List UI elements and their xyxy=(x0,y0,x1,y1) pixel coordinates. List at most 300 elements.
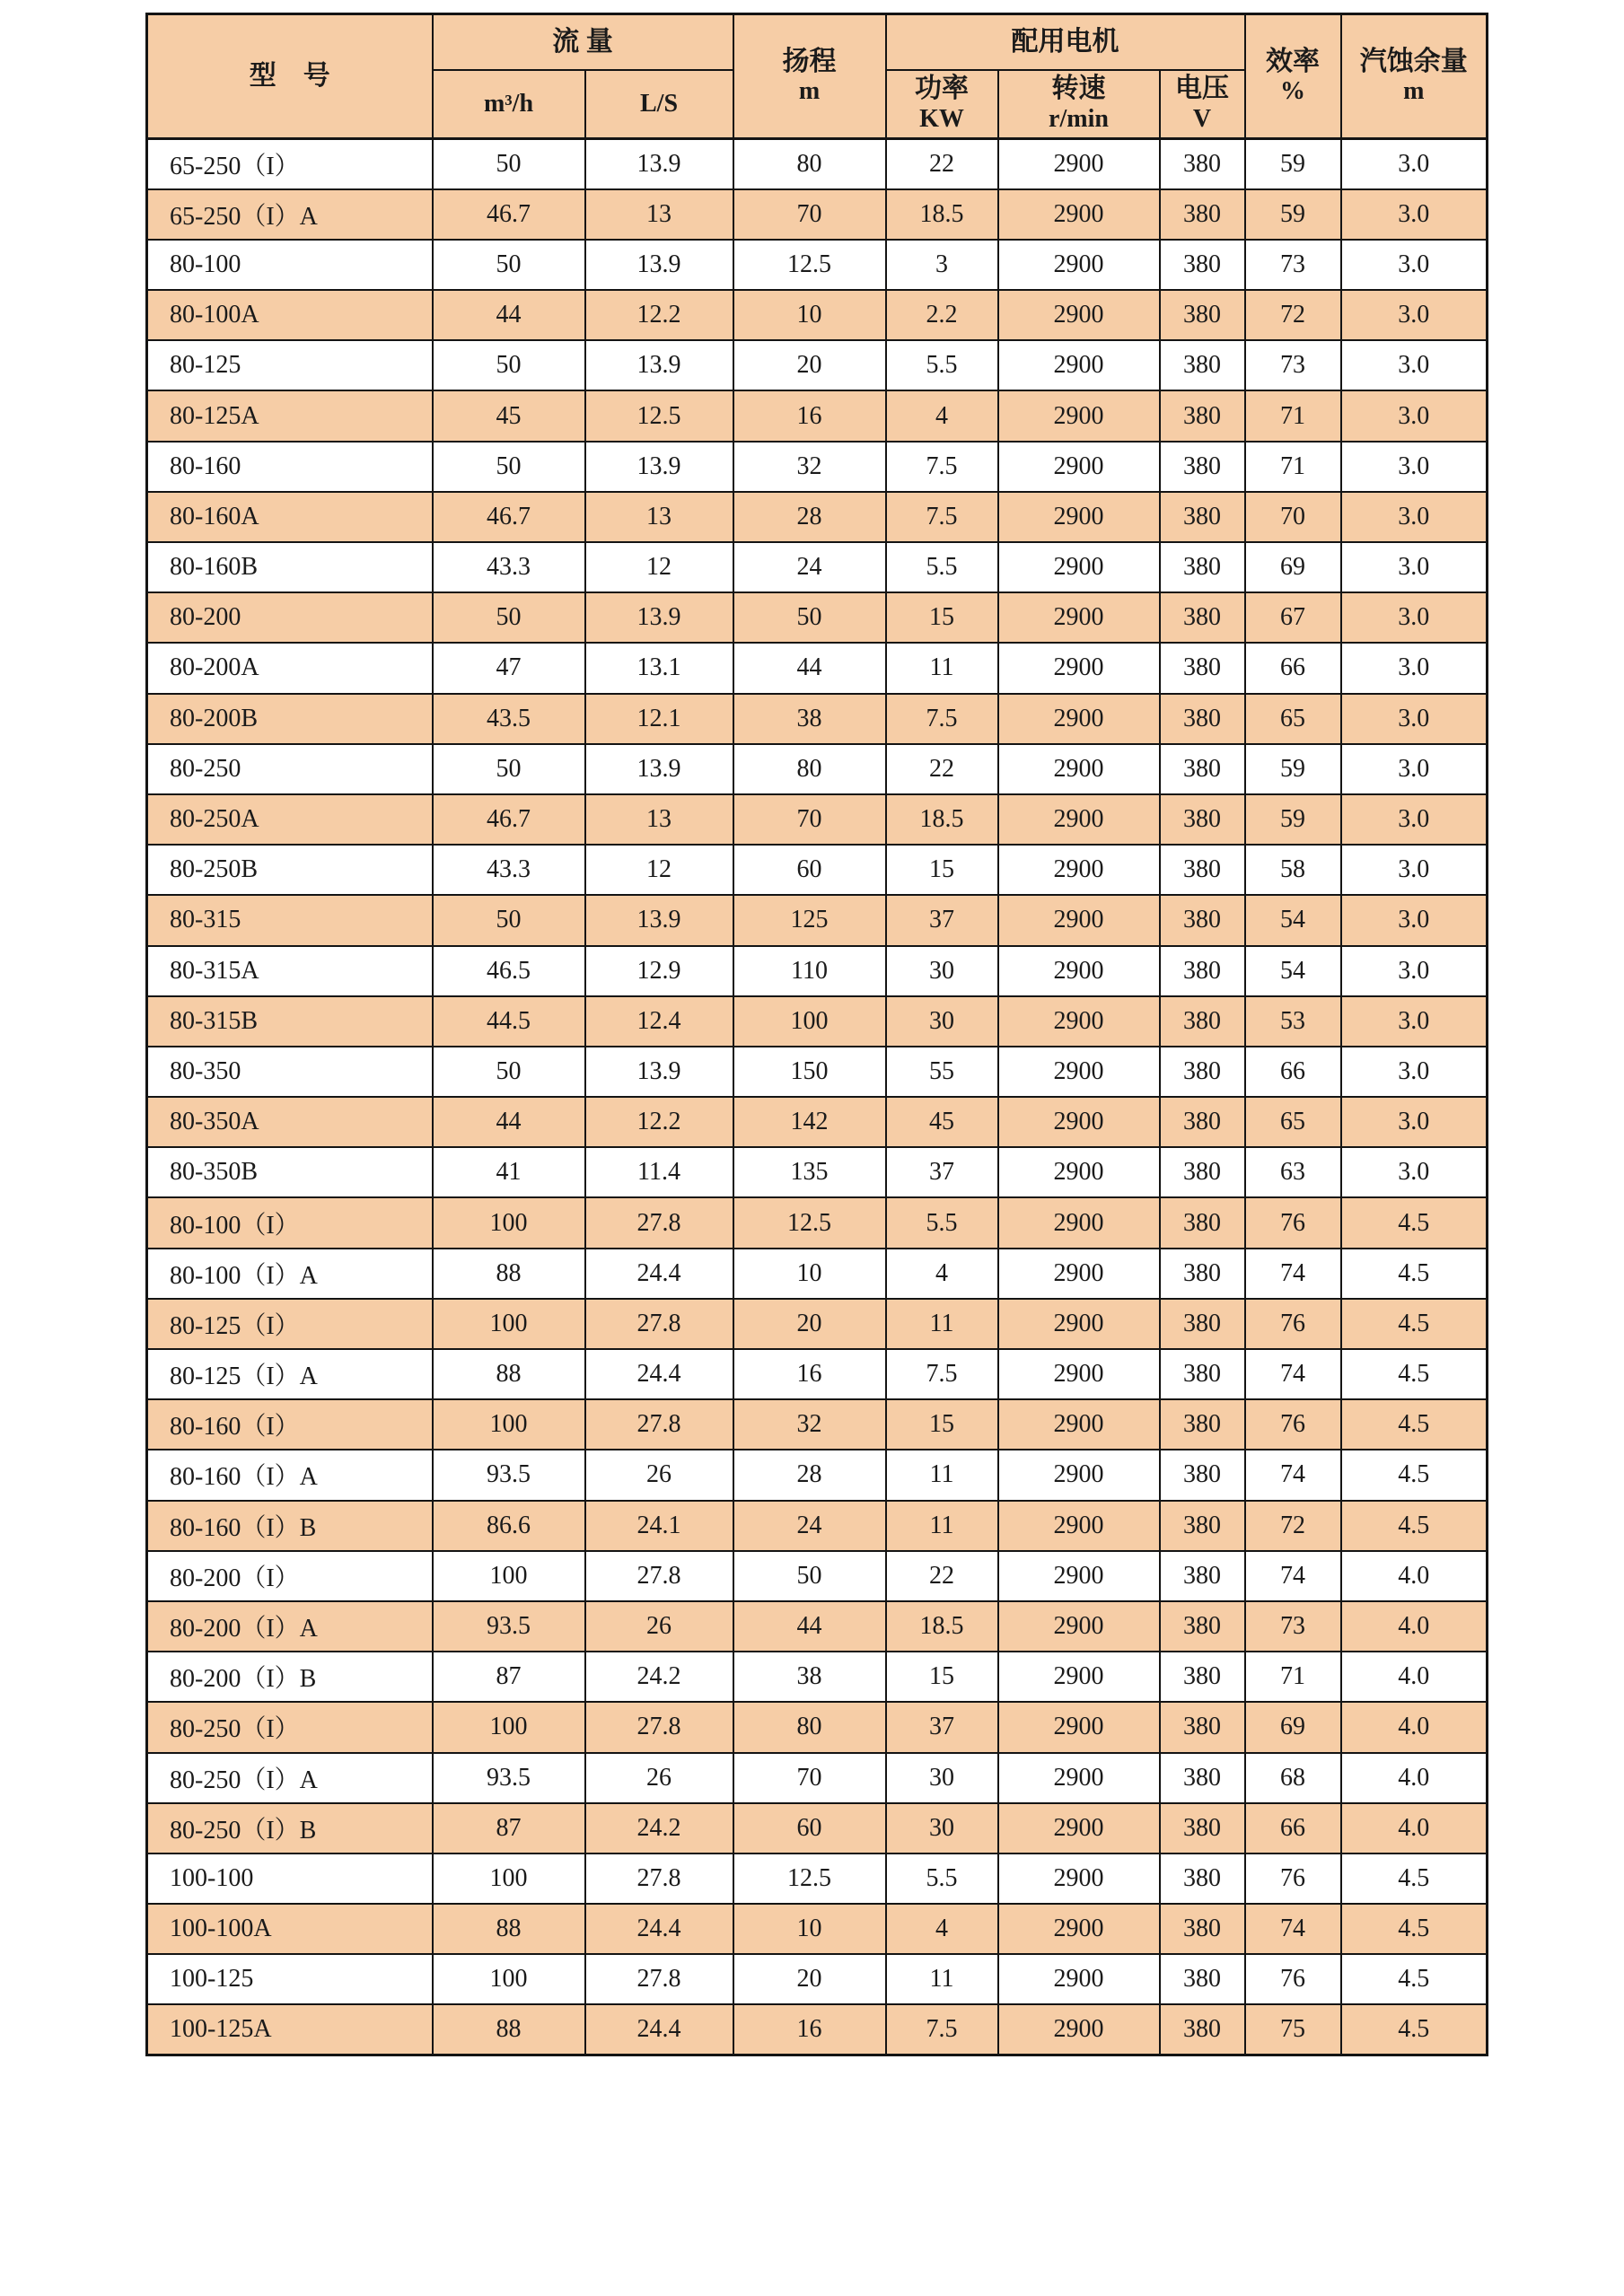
cell-power: 30 xyxy=(886,996,998,1047)
cell-voltage: 380 xyxy=(1160,1601,1245,1652)
cell-flow-m3h: 50 xyxy=(433,744,585,794)
cell-npsh: 3.0 xyxy=(1341,694,1488,744)
cell-voltage: 380 xyxy=(1160,1904,1245,1954)
table-row xyxy=(147,290,1488,340)
cell-speed: 2900 xyxy=(998,2004,1160,2055)
cell-efficiency: 65 xyxy=(1245,694,1341,744)
cell-efficiency: 70 xyxy=(1245,492,1341,542)
table-row xyxy=(147,390,1488,441)
cell-voltage: 380 xyxy=(1160,643,1245,693)
cell-voltage: 380 xyxy=(1160,996,1245,1047)
cell-flow-m3h: 93.5 xyxy=(433,1450,585,1500)
cell-power: 11 xyxy=(886,1450,998,1500)
cell-flow-m3h: 86.6 xyxy=(433,1501,585,1551)
cell-flow-m3h: 50 xyxy=(433,139,585,189)
cell-voltage: 380 xyxy=(1160,1299,1245,1349)
cell-speed: 2900 xyxy=(998,744,1160,794)
table-row xyxy=(147,694,1488,744)
cell-voltage: 380 xyxy=(1160,946,1245,996)
cell-efficiency: 76 xyxy=(1245,1197,1341,1248)
cell-npsh: 3.0 xyxy=(1341,340,1488,390)
cell-speed: 2900 xyxy=(998,340,1160,390)
cell-efficiency: 53 xyxy=(1245,996,1341,1047)
cell-npsh: 4.0 xyxy=(1341,1702,1488,1752)
cell-model: 80-250B xyxy=(147,845,433,895)
cell-flow-ls: 24.2 xyxy=(585,1803,733,1853)
table-row xyxy=(147,1097,1488,1147)
cell-flow-m3h: 43.3 xyxy=(433,845,585,895)
cell-power: 5.5 xyxy=(886,1853,998,1904)
cell-flow-m3h: 46.5 xyxy=(433,946,585,996)
cell-power: 15 xyxy=(886,592,998,643)
cell-voltage: 380 xyxy=(1160,189,1245,240)
cell-voltage: 380 xyxy=(1160,1702,1245,1752)
table-row xyxy=(147,1197,1488,1248)
cell-efficiency: 76 xyxy=(1245,1299,1341,1349)
table-row xyxy=(147,996,1488,1047)
cell-flow-m3h: 46.7 xyxy=(433,794,585,845)
cell-npsh: 4.5 xyxy=(1341,1349,1488,1399)
cell-speed: 2900 xyxy=(998,1652,1160,1702)
cell-voltage: 380 xyxy=(1160,390,1245,441)
cell-flow-m3h: 47 xyxy=(433,643,585,693)
cell-head: 150 xyxy=(733,1047,886,1097)
table-body xyxy=(147,139,1488,2055)
cell-efficiency: 74 xyxy=(1245,1551,1341,1601)
table-row xyxy=(147,1299,1488,1349)
cell-speed: 2900 xyxy=(998,1197,1160,1248)
cell-head: 28 xyxy=(733,492,886,542)
header-flow-m3h: m³/h xyxy=(433,70,585,139)
cell-head: 24 xyxy=(733,1501,886,1551)
table-row xyxy=(147,1349,1488,1399)
cell-flow-m3h: 100 xyxy=(433,1702,585,1752)
cell-head: 60 xyxy=(733,1803,886,1853)
cell-flow-m3h: 88 xyxy=(433,2004,585,2055)
table-row xyxy=(147,1047,1488,1097)
cell-npsh: 3.0 xyxy=(1341,1047,1488,1097)
cell-flow-m3h: 100 xyxy=(433,1853,585,1904)
cell-flow-m3h: 93.5 xyxy=(433,1753,585,1803)
cell-flow-m3h: 46.7 xyxy=(433,492,585,542)
cell-head: 135 xyxy=(733,1147,886,1197)
cell-speed: 2900 xyxy=(998,442,1160,492)
cell-efficiency: 71 xyxy=(1245,442,1341,492)
cell-speed: 2900 xyxy=(998,1954,1160,2004)
cell-head: 80 xyxy=(733,744,886,794)
cell-voltage: 380 xyxy=(1160,592,1245,643)
table-row xyxy=(147,845,1488,895)
cell-efficiency: 73 xyxy=(1245,240,1341,290)
cell-efficiency: 74 xyxy=(1245,1904,1341,1954)
cell-speed: 2900 xyxy=(998,794,1160,845)
header-voltage-cn: 电压 xyxy=(1175,74,1230,104)
header-voltage-unit: V xyxy=(1192,104,1212,133)
cell-npsh: 3.0 xyxy=(1341,240,1488,290)
cell-efficiency: 67 xyxy=(1245,592,1341,643)
header-speed-cn: 转速 xyxy=(1051,74,1106,104)
cell-npsh: 3.0 xyxy=(1341,139,1488,189)
table-row xyxy=(147,1954,1488,2004)
cell-model: 80-315 xyxy=(147,895,433,945)
cell-head: 44 xyxy=(733,1601,886,1652)
cell-flow-ls: 26 xyxy=(585,1753,733,1803)
cell-speed: 2900 xyxy=(998,290,1160,340)
cell-model: 80-160 xyxy=(147,442,433,492)
cell-flow-ls: 12.9 xyxy=(585,946,733,996)
table-row xyxy=(147,1753,1488,1803)
cell-power: 18.5 xyxy=(886,189,998,240)
cell-head: 44 xyxy=(733,643,886,693)
table-row xyxy=(147,189,1488,240)
cell-npsh: 3.0 xyxy=(1341,845,1488,895)
cell-flow-m3h: 87 xyxy=(433,1803,585,1853)
cell-efficiency: 66 xyxy=(1245,643,1341,693)
cell-model: 80-350A xyxy=(147,1097,433,1147)
cell-speed: 2900 xyxy=(998,1249,1160,1299)
cell-flow-ls: 27.8 xyxy=(585,1299,733,1349)
cell-npsh: 3.0 xyxy=(1341,542,1488,592)
cell-model: 80-125 xyxy=(147,340,433,390)
cell-voltage: 380 xyxy=(1160,1097,1245,1147)
cell-head: 16 xyxy=(733,390,886,441)
table-row xyxy=(147,442,1488,492)
table-row xyxy=(147,1147,1488,1197)
cell-head: 24 xyxy=(733,542,886,592)
cell-flow-m3h: 93.5 xyxy=(433,1601,585,1652)
cell-head: 32 xyxy=(733,442,886,492)
cell-npsh: 3.0 xyxy=(1341,794,1488,845)
cell-power: 4 xyxy=(886,390,998,441)
cell-model: 80-250（I）A xyxy=(147,1753,433,1803)
cell-flow-m3h: 50 xyxy=(433,1047,585,1097)
cell-efficiency: 59 xyxy=(1245,139,1341,189)
cell-flow-ls: 12.2 xyxy=(585,1097,733,1147)
cell-model: 80-125A xyxy=(147,390,433,441)
cell-flow-m3h: 44 xyxy=(433,1097,585,1147)
cell-efficiency: 63 xyxy=(1245,1147,1341,1197)
cell-voltage: 380 xyxy=(1160,694,1245,744)
cell-voltage: 380 xyxy=(1160,1853,1245,1904)
table-row xyxy=(147,1551,1488,1601)
header-head xyxy=(733,14,886,139)
cell-model: 100-100 xyxy=(147,1853,433,1904)
cell-head: 28 xyxy=(733,1450,886,1500)
cell-power: 4 xyxy=(886,1249,998,1299)
cell-flow-ls: 26 xyxy=(585,1601,733,1652)
cell-flow-m3h: 88 xyxy=(433,1349,585,1399)
cell-efficiency: 59 xyxy=(1245,794,1341,845)
cell-speed: 2900 xyxy=(998,1147,1160,1197)
cell-power: 7.5 xyxy=(886,2004,998,2055)
cell-npsh: 3.0 xyxy=(1341,643,1488,693)
cell-flow-ls: 24.4 xyxy=(585,2004,733,2055)
table-row xyxy=(147,1450,1488,1500)
cell-npsh: 4.5 xyxy=(1341,2004,1488,2055)
cell-npsh: 3.0 xyxy=(1341,946,1488,996)
cell-npsh: 3.0 xyxy=(1341,592,1488,643)
cell-flow-ls: 13.9 xyxy=(585,240,733,290)
cell-head: 20 xyxy=(733,1299,886,1349)
cell-speed: 2900 xyxy=(998,1047,1160,1097)
cell-voltage: 380 xyxy=(1160,1197,1245,1248)
cell-npsh: 4.0 xyxy=(1341,1652,1488,1702)
cell-npsh: 4.0 xyxy=(1341,1803,1488,1853)
table-row xyxy=(147,542,1488,592)
cell-speed: 2900 xyxy=(998,1904,1160,1954)
cell-speed: 2900 xyxy=(998,694,1160,744)
cell-model: 80-100（I）A xyxy=(147,1249,433,1299)
table-header xyxy=(147,14,1488,139)
cell-voltage: 380 xyxy=(1160,542,1245,592)
cell-voltage: 380 xyxy=(1160,1249,1245,1299)
cell-efficiency: 72 xyxy=(1245,1501,1341,1551)
cell-head: 110 xyxy=(733,946,886,996)
cell-flow-m3h: 50 xyxy=(433,240,585,290)
cell-flow-ls: 24.2 xyxy=(585,1652,733,1702)
cell-power: 7.5 xyxy=(886,1349,998,1399)
cell-voltage: 380 xyxy=(1160,1652,1245,1702)
cell-flow-m3h: 44.5 xyxy=(433,996,585,1047)
cell-model: 80-160（I）A xyxy=(147,1450,433,1500)
cell-head: 16 xyxy=(733,2004,886,2055)
cell-flow-m3h: 46.7 xyxy=(433,189,585,240)
cell-model: 80-200（I）B xyxy=(147,1652,433,1702)
cell-head: 80 xyxy=(733,1702,886,1752)
cell-power: 37 xyxy=(886,1702,998,1752)
cell-speed: 2900 xyxy=(998,895,1160,945)
cell-power: 5.5 xyxy=(886,340,998,390)
cell-voltage: 380 xyxy=(1160,1349,1245,1399)
cell-speed: 2900 xyxy=(998,1702,1160,1752)
cell-power: 4 xyxy=(886,1904,998,1954)
cell-power: 11 xyxy=(886,1299,998,1349)
cell-model: 80-160（I） xyxy=(147,1399,433,1450)
table-row xyxy=(147,1501,1488,1551)
cell-model: 80-250 xyxy=(147,744,433,794)
table-row xyxy=(147,340,1488,390)
cell-voltage: 380 xyxy=(1160,845,1245,895)
cell-voltage: 380 xyxy=(1160,1047,1245,1097)
cell-head: 10 xyxy=(733,1249,886,1299)
cell-head: 100 xyxy=(733,996,886,1047)
table-row xyxy=(147,744,1488,794)
cell-model: 80-125（I）A xyxy=(147,1349,433,1399)
cell-head: 38 xyxy=(733,1652,886,1702)
cell-efficiency: 74 xyxy=(1245,1249,1341,1299)
cell-head: 50 xyxy=(733,1551,886,1601)
cell-efficiency: 74 xyxy=(1245,1349,1341,1399)
cell-flow-m3h: 41 xyxy=(433,1147,585,1197)
cell-power: 37 xyxy=(886,1147,998,1197)
cell-head: 70 xyxy=(733,794,886,845)
cell-speed: 2900 xyxy=(998,1803,1160,1853)
cell-flow-ls: 27.8 xyxy=(585,1399,733,1450)
cell-power: 11 xyxy=(886,1501,998,1551)
table-row xyxy=(147,946,1488,996)
cell-npsh: 3.0 xyxy=(1341,442,1488,492)
cell-voltage: 380 xyxy=(1160,1147,1245,1197)
cell-model: 65-250（I）A xyxy=(147,189,433,240)
cell-efficiency: 59 xyxy=(1245,189,1341,240)
cell-flow-ls: 12.4 xyxy=(585,996,733,1047)
cell-voltage: 380 xyxy=(1160,1803,1245,1853)
cell-power: 37 xyxy=(886,895,998,945)
cell-flow-ls: 12 xyxy=(585,845,733,895)
cell-npsh: 3.0 xyxy=(1341,1097,1488,1147)
header-npsh-unit: m xyxy=(1403,77,1425,106)
cell-npsh: 4.5 xyxy=(1341,1954,1488,2004)
cell-model: 80-125（I） xyxy=(147,1299,433,1349)
cell-efficiency: 69 xyxy=(1245,542,1341,592)
cell-flow-ls: 24.4 xyxy=(585,1249,733,1299)
cell-npsh: 4.5 xyxy=(1341,1853,1488,1904)
cell-flow-m3h: 50 xyxy=(433,895,585,945)
table-row xyxy=(147,2004,1488,2055)
cell-flow-ls: 26 xyxy=(585,1450,733,1500)
cell-model: 80-100A xyxy=(147,290,433,340)
cell-npsh: 3.0 xyxy=(1341,189,1488,240)
cell-model: 80-315A xyxy=(147,946,433,996)
cell-power: 15 xyxy=(886,1399,998,1450)
cell-model: 100-100A xyxy=(147,1904,433,1954)
cell-model: 80-200（I）A xyxy=(147,1601,433,1652)
cell-model: 65-250（I） xyxy=(147,139,433,189)
cell-npsh: 3.0 xyxy=(1341,895,1488,945)
cell-npsh: 3.0 xyxy=(1341,290,1488,340)
pump-spec-table xyxy=(145,13,1488,2056)
cell-flow-ls: 13.9 xyxy=(585,744,733,794)
cell-power: 22 xyxy=(886,139,998,189)
cell-npsh: 4.5 xyxy=(1341,1450,1488,1500)
cell-efficiency: 74 xyxy=(1245,1450,1341,1500)
table-row xyxy=(147,1249,1488,1299)
cell-head: 16 xyxy=(733,1349,886,1399)
table-row xyxy=(147,1601,1488,1652)
cell-efficiency: 76 xyxy=(1245,1853,1341,1904)
cell-flow-m3h: 50 xyxy=(433,592,585,643)
cell-head: 12.5 xyxy=(733,1853,886,1904)
cell-head: 12.5 xyxy=(733,1197,886,1248)
cell-model: 80-350 xyxy=(147,1047,433,1097)
cell-flow-ls: 13.9 xyxy=(585,1047,733,1097)
header-model: 型 号 xyxy=(147,14,433,139)
cell-flow-m3h: 87 xyxy=(433,1652,585,1702)
cell-power: 2.2 xyxy=(886,290,998,340)
cell-head: 70 xyxy=(733,1753,886,1803)
cell-npsh: 4.0 xyxy=(1341,1753,1488,1803)
cell-efficiency: 73 xyxy=(1245,1601,1341,1652)
cell-flow-ls: 13 xyxy=(585,189,733,240)
cell-model: 80-100 xyxy=(147,240,433,290)
cell-speed: 2900 xyxy=(998,1551,1160,1601)
header-motor: 配用电机 xyxy=(886,14,1245,70)
table-row xyxy=(147,643,1488,693)
cell-npsh: 3.0 xyxy=(1341,390,1488,441)
cell-power: 22 xyxy=(886,744,998,794)
table-row xyxy=(147,139,1488,189)
header-head-cn: 扬程 xyxy=(782,46,837,76)
cell-power: 30 xyxy=(886,1803,998,1853)
cell-flow-ls: 24.1 xyxy=(585,1501,733,1551)
cell-speed: 2900 xyxy=(998,996,1160,1047)
cell-flow-ls: 13.1 xyxy=(585,643,733,693)
cell-speed: 2900 xyxy=(998,1097,1160,1147)
cell-head: 10 xyxy=(733,290,886,340)
pump-spec-table-container xyxy=(145,13,1486,2056)
cell-efficiency: 76 xyxy=(1245,1399,1341,1450)
cell-head: 70 xyxy=(733,189,886,240)
cell-speed: 2900 xyxy=(998,1399,1160,1450)
cell-npsh: 4.5 xyxy=(1341,1904,1488,1954)
cell-voltage: 380 xyxy=(1160,1501,1245,1551)
cell-model: 80-160A xyxy=(147,492,433,542)
cell-flow-ls: 27.8 xyxy=(585,1551,733,1601)
table-row xyxy=(147,1803,1488,1853)
cell-efficiency: 66 xyxy=(1245,1803,1341,1853)
cell-voltage: 380 xyxy=(1160,794,1245,845)
cell-model: 80-250（I）B xyxy=(147,1803,433,1853)
cell-voltage: 380 xyxy=(1160,1753,1245,1803)
cell-efficiency: 73 xyxy=(1245,340,1341,390)
cell-voltage: 380 xyxy=(1160,2004,1245,2055)
cell-power: 18.5 xyxy=(886,794,998,845)
cell-model: 80-250（I） xyxy=(147,1702,433,1752)
cell-speed: 2900 xyxy=(998,1753,1160,1803)
cell-model: 80-200B xyxy=(147,694,433,744)
table-row xyxy=(147,1702,1488,1752)
cell-flow-ls: 13.9 xyxy=(585,592,733,643)
cell-power: 30 xyxy=(886,1753,998,1803)
cell-efficiency: 59 xyxy=(1245,744,1341,794)
cell-npsh: 4.5 xyxy=(1341,1197,1488,1248)
cell-flow-ls: 13.9 xyxy=(585,895,733,945)
cell-flow-ls: 27.8 xyxy=(585,1197,733,1248)
cell-speed: 2900 xyxy=(998,139,1160,189)
cell-model: 80-100（I） xyxy=(147,1197,433,1248)
cell-power: 22 xyxy=(886,1551,998,1601)
cell-power: 15 xyxy=(886,1652,998,1702)
cell-flow-ls: 11.4 xyxy=(585,1147,733,1197)
table-row xyxy=(147,492,1488,542)
cell-head: 20 xyxy=(733,340,886,390)
header-power-unit: KW xyxy=(919,104,964,133)
cell-efficiency: 54 xyxy=(1245,946,1341,996)
header-efficiency-cn: 效率 xyxy=(1266,46,1321,76)
cell-efficiency: 66 xyxy=(1245,1047,1341,1097)
header-flow: 流 量 xyxy=(433,14,733,70)
cell-voltage: 380 xyxy=(1160,139,1245,189)
cell-flow-ls: 24.4 xyxy=(585,1349,733,1399)
cell-voltage: 380 xyxy=(1160,1954,1245,2004)
cell-head: 125 xyxy=(733,895,886,945)
cell-flow-ls: 27.8 xyxy=(585,1954,733,2004)
cell-flow-ls: 13.9 xyxy=(585,340,733,390)
cell-speed: 2900 xyxy=(998,240,1160,290)
cell-head: 50 xyxy=(733,592,886,643)
table-row xyxy=(147,1853,1488,1904)
cell-efficiency: 58 xyxy=(1245,845,1341,895)
cell-speed: 2900 xyxy=(998,1501,1160,1551)
cell-flow-m3h: 88 xyxy=(433,1904,585,1954)
cell-power: 55 xyxy=(886,1047,998,1097)
cell-power: 5.5 xyxy=(886,1197,998,1248)
cell-power: 5.5 xyxy=(886,542,998,592)
cell-flow-m3h: 43.3 xyxy=(433,542,585,592)
cell-flow-ls: 27.8 xyxy=(585,1853,733,1904)
cell-voltage: 380 xyxy=(1160,240,1245,290)
cell-flow-m3h: 100 xyxy=(433,1197,585,1248)
